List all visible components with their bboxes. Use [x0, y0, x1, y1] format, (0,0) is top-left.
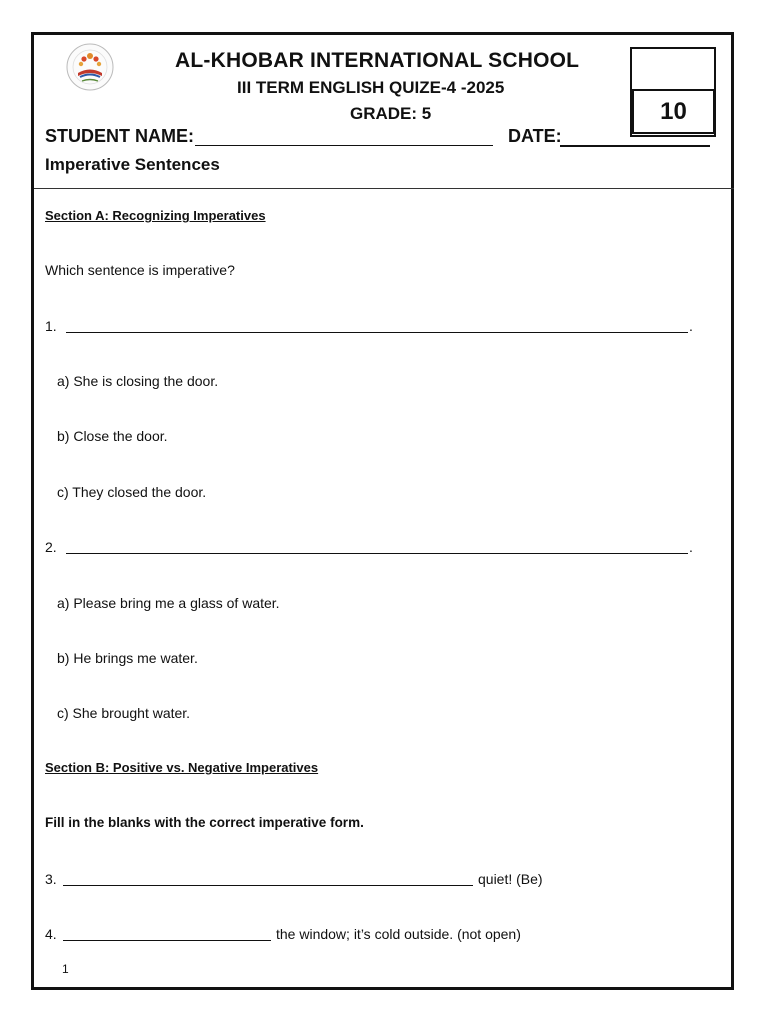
option: b) He brings me water. [57, 650, 198, 666]
option: b) Close the door. [57, 428, 168, 444]
section-a-instruction: Which sentence is imperative? [45, 262, 235, 278]
section-b-title: Section B: Positive vs. Negative Imperatives [45, 760, 319, 775]
student-name-label: STUDENT NAME: [45, 126, 194, 146]
option: a) She is closing the door. [57, 373, 219, 389]
answer-blank[interactable] [66, 332, 688, 333]
question-suffix: quiet! (Be) [478, 871, 543, 887]
question-number: 2. [45, 539, 57, 555]
page-number: 1 [62, 962, 69, 976]
section-a-title: Section A: Recognizing Imperatives [45, 208, 266, 223]
section-b-instruction: Fill in the blanks with the correct imperative form. [45, 815, 364, 830]
option: c) They closed the door. [57, 484, 207, 500]
page-border [31, 32, 734, 990]
header-divider [34, 188, 734, 189]
date-label: DATE: [508, 126, 562, 146]
school-name: AL-KHOBAR INTERNATIONAL SCHOOL [175, 49, 580, 72]
student-name-field[interactable] [195, 145, 493, 146]
date-field[interactable] [560, 145, 710, 147]
quiz-title: III TERM ENGLISH QUIZE-4 -2025 [237, 78, 505, 97]
question-suffix: the window; it’s cold outside. (not open) [276, 926, 521, 942]
question-number: 3. [45, 871, 57, 887]
option: a) Please bring me a glass of water. [57, 595, 280, 611]
blank-period: . [689, 318, 693, 334]
school-logo-icon [60, 42, 120, 94]
answer-blank[interactable] [63, 885, 473, 886]
topic-heading: Imperative Sentences [45, 155, 220, 174]
answer-blank[interactable] [66, 553, 688, 554]
score-total: 10 [632, 89, 715, 134]
question-number: 1. [45, 318, 57, 334]
question-number: 4. [45, 926, 57, 942]
answer-blank[interactable] [63, 940, 271, 941]
option: c) She brought water. [57, 705, 191, 721]
grade-label: GRADE: 5 [350, 104, 432, 123]
blank-period: . [689, 539, 693, 555]
